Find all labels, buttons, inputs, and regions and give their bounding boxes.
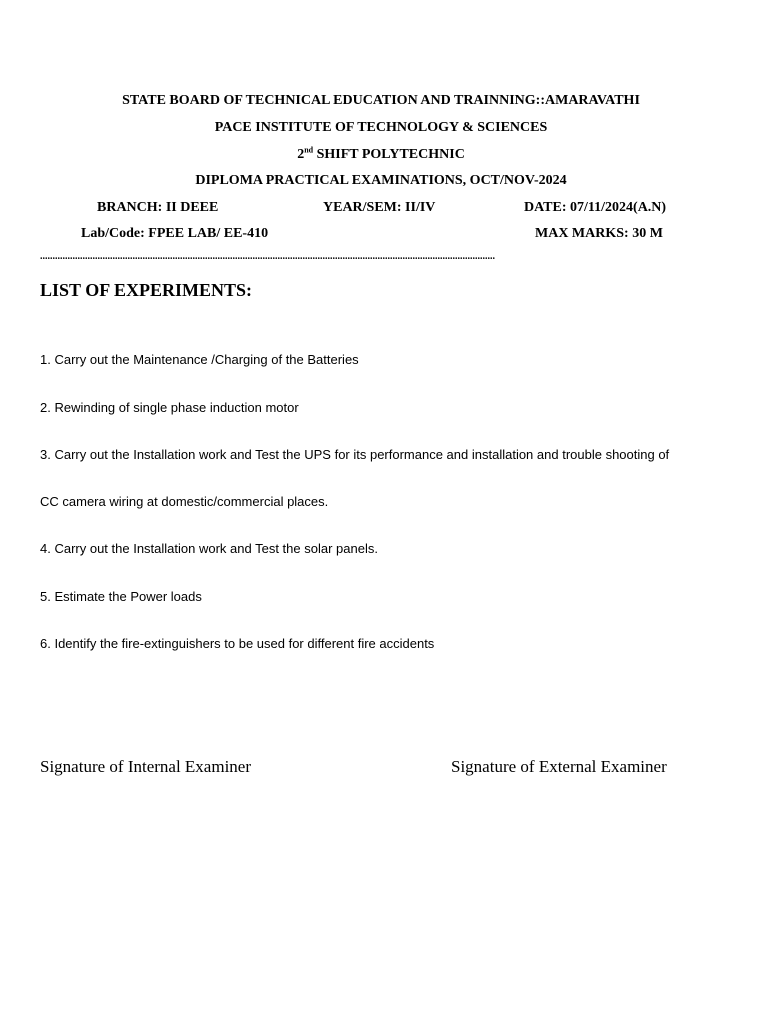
year-sem-label: YEAR/SEM: II/IV [323, 200, 436, 215]
max-marks-label: MAX MARKS: 30 M [535, 226, 663, 241]
dotted-separator: ...................................................................................................................................................................................... [40, 254, 495, 260]
date-label: DATE: 07/11/2024(A.N) [524, 200, 667, 215]
shift-number: 2 [297, 147, 305, 162]
lab-code-label: Lab/Code: FPEE LAB/ EE-410 [81, 226, 269, 241]
external-examiner-signature: Signature of External Examiner [451, 757, 667, 776]
experiment-item: 2. Rewinding of single phase induction motor [40, 400, 299, 415]
experiment-item-continuation: CC camera wiring at domestic/commercial places. [40, 494, 329, 509]
shift-suffix: nd [304, 145, 314, 155]
institute-title: PACE INSTITUTE OF TECHNOLOGY & SCIENCES [214, 120, 548, 135]
shift-title [0, 146, 765, 164]
experiment-item: 5. Estimate the Power loads [40, 589, 202, 604]
experiment-item: 1. Carry out the Maintenance /Charging of the Batteries [40, 352, 359, 367]
list-title: LIST OF EXPERIMENTS: [40, 280, 253, 300]
shift-text: SHIFT POLYTECHNIC [313, 147, 465, 162]
experiment-item: 6. Identify the fire-extinguishers to be used for different fire accidents [40, 636, 435, 651]
exam-title: DIPLOMA PRACTICAL EXAMINATIONS, OCT/NOV-2024 [195, 173, 567, 188]
internal-examiner-signature: Signature of Internal Examiner [40, 757, 252, 776]
experiment-item: 4. Carry out the Installation work and Test the solar panels. [40, 541, 378, 556]
experiment-item: 3. Carry out the Installation work and Test the UPS for its performance and installation and trouble shooting of [40, 447, 670, 462]
branch-label: BRANCH: II DEEE [97, 200, 219, 215]
board-title: STATE BOARD OF TECHNICAL EDUCATION AND TRAINNING::AMARAVATHI [122, 93, 640, 108]
